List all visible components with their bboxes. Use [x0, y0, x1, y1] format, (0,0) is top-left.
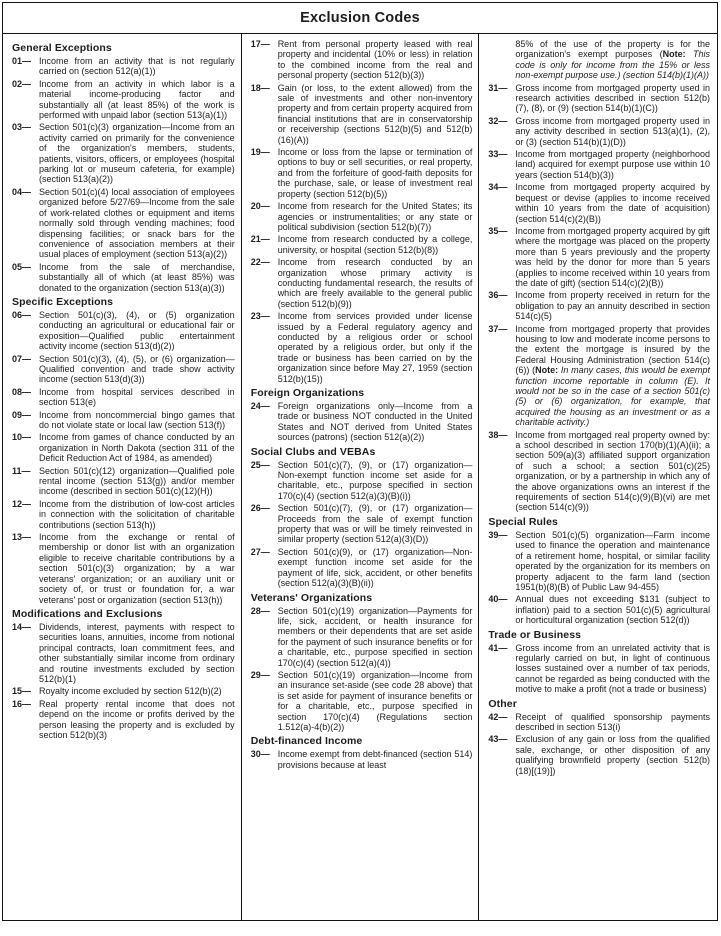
exclusion-item — [251, 547, 473, 589]
exclusion-text: Section 501(c)(3), (4), (5), or (6) organization—Qualified convention and trade show activity income (section 513(d)(3)) — [39, 353, 235, 385]
exclusion-code: 38— — [488, 429, 508, 440]
exclusion-code: 25— — [250, 459, 270, 470]
exclusion-item — [488, 149, 710, 180]
section-heading: Social Clubs and VEBAs — [250, 445, 376, 458]
exclusion-item — [12, 187, 235, 260]
exclusion-text: 85% of the use of the property is for the organization's exempt purposes (Note: This code is only for income from the 15% or less non-exempt purpose use.) (section 514(b)(1)(A)) — [515, 39, 711, 81]
exclusion-item — [12, 310, 235, 352]
exclusion-item-continuation — [488, 39, 710, 81]
section-heading: General Exceptions — [12, 42, 112, 54]
exclusion-text: Income from research conducted by a college, university, or hospital (section 512(b)(8)) — [277, 234, 473, 255]
exclusion-code: 36— — [488, 290, 508, 301]
exclusion-codes-panel — [2, 2, 718, 921]
exclusion-code: 02— — [12, 78, 32, 89]
exclusion-item — [251, 83, 473, 145]
exclusion-code: 12— — [12, 498, 32, 509]
column-1 — [3, 34, 241, 920]
exclusion-code: 35— — [488, 225, 508, 236]
exclusion-text: Real property rental income that does not depend on the income or profits derived by the person leasing the property and is excluded by section 512(b)(3) — [39, 698, 235, 740]
exclusion-code: 19— — [250, 147, 270, 158]
exclusion-item — [488, 530, 710, 592]
exclusion-code: 29— — [250, 669, 270, 680]
section-heading: Trade or Business — [488, 628, 582, 641]
exclusion-text: Income or loss from the lapse or termination of options to buy or sell securities, or real property, and from the forfeiture of good-faith deposits for the purchase, sale, or lease of investment real property (section 512(b)(5)) — [277, 147, 473, 199]
exclusion-code: 14— — [12, 621, 32, 632]
exclusion-item — [251, 606, 473, 668]
exclusion-text: Dividends, interest, payments with respect to securities loans, annuities, income from notional principal contracts, loan commitment fees, and other substantially similar income from ordinary and routine investments excluded by section 512(b)(1) — [39, 621, 235, 684]
exclusion-item — [12, 122, 235, 184]
exclusion-code: 15— — [12, 686, 32, 697]
exclusion-item — [488, 290, 710, 321]
exclusion-item — [488, 182, 710, 224]
exclusion-code: 11— — [12, 465, 31, 476]
exclusion-text: Gross income from an unrelated activity that is regularly carried on but, in light of continuous losses sustained over a number of tax periods, cannot be regarded as being conducted with the motive to make a profit (not a trade or business) — [515, 642, 711, 695]
exclusion-code: 31— — [488, 82, 508, 93]
exclusion-code: 42— — [488, 711, 508, 722]
section-heading: Other — [488, 697, 517, 710]
exclusion-code: 21— — [250, 234, 270, 245]
exclusion-item — [12, 387, 235, 408]
exclusion-text: Royalty income excluded by section 512(b)(2) — [39, 686, 222, 697]
exclusion-text: Income from mortgaged property acquired by bequest or devise (applies to income received within 10 years from the date of acquisition) (section 514(c)(2)(B)) — [515, 182, 711, 224]
exclusion-text: Exclusion of any gain or loss from the qualified sale, exchange, or other disposition of any qualifying brownfield property (section 512(b)(18)[(19)]) — [515, 734, 711, 776]
exclusion-item — [251, 460, 473, 502]
exclusion-text: Receipt of qualified sponsorship payments described in section 513(i) — [515, 711, 711, 732]
exclusion-text: Income from games of chance conducted by an organization in North Dakota (section 311 of the Deficit Reduction Act of 1984, as amended) — [39, 432, 235, 464]
exclusion-item — [12, 410, 235, 431]
exclusion-code: 27— — [250, 546, 270, 557]
exclusion-item — [488, 226, 710, 288]
exclusion-text: Rent from personal property leased with real property and incidental (10% or less) in relation to the combined income from the real and personal property (section 512(b)(3)) — [277, 39, 473, 81]
exclusion-code: 04— — [12, 186, 32, 197]
exclusion-item — [12, 499, 235, 530]
exclusion-text: Section 501(c)(19) organization—Income from an insurance set-aside (see code 28 above) that is set aside for payment of insurance benefits or for a charitable, etc., purpose specified in section 170(c)(4) (Regulations section 1.512(a)-4(b)(2)) — [277, 669, 473, 732]
exclusion-code: 43— — [488, 734, 508, 745]
exclusion-item — [12, 432, 235, 463]
exclusion-text: Income from mortgaged property that provides housing to low and moderate income persons to the extent the mortgage is insured by the Federal Housing Administration (section 514(c)(6)) (Note: In many cases, this would be exempt function income reportable in column (E). It would not be so in the case of a section 501(c)(5) or (6) organization, for example, that acquired the housing as an investment or as a charitable activity.) — [515, 323, 711, 428]
columns-container — [3, 34, 717, 920]
exclusion-item — [12, 466, 235, 497]
exclusion-item — [488, 643, 710, 695]
exclusion-code: 33— — [488, 149, 508, 160]
exclusion-text: Income from the exchange or rental of membership or donor list with an organization eligible to receive charitable contributions by a section 501(c)(3) organization; by a war veterans' organization; or an auxiliary unit or society of, or trust or foundation for, a war veterans' post or organization (section 513(h)) — [39, 532, 235, 605]
exclusion-text: Section 501(c)(3), (4), or (5) organization conducting an agricultural or educational fair or exposition—Qualified public entertainment activity income (section 513(d)(2)) — [39, 309, 235, 352]
page-title: Exclusion Codes — [300, 10, 420, 26]
exclusion-code: 24— — [250, 401, 270, 411]
exclusion-text: Gross income from mortgaged property used in any activity described in section 513(a)(1), (2), or (3) (section 514(b)(1)(D)) — [515, 115, 711, 147]
exclusion-code: 17— — [250, 39, 270, 49]
exclusion-item — [488, 83, 710, 114]
exclusion-text: Income from noncommercial bingo games that do not violate state or local law (section 513(f)) — [39, 409, 235, 430]
exclusion-item — [488, 324, 710, 428]
exclusion-code: 22— — [250, 257, 270, 268]
exclusion-text: Section 501(c)(7), (9), or (17) organization—Non-exempt function income set aside for a charitable, etc., purpose specified in section 170(c)(4) (section 512(a)(3)(B)(i)) — [277, 459, 473, 501]
exclusion-code: 09— — [12, 409, 32, 420]
exclusion-code: 40— — [488, 594, 508, 605]
exclusion-code: 10— — [12, 432, 32, 443]
exclusion-code: 03— — [12, 122, 32, 133]
exclusion-text: Gross income from mortgaged property used in research activities described in section 512(b)(7), (8), or (9) (section 514(b)(1)(C)) — [515, 82, 711, 114]
exclusion-code: 05— — [12, 261, 32, 272]
exclusion-item — [12, 686, 235, 696]
exclusion-text: Income from mortgaged property (neighborhood land) acquired for exempt purpose use within 10 years (section 514(b)(3)) — [515, 149, 711, 180]
title-bar — [3, 3, 717, 34]
exclusion-item — [251, 503, 473, 545]
exclusion-item — [12, 262, 235, 293]
exclusion-text: Section 501(c)(9), or (17) organization—Non-exempt function income set aside for the payment of life, sick, accident, or other benefits (section 512(a)(3)(B)(ii)) — [277, 546, 473, 589]
exclusion-item — [488, 430, 710, 513]
exclusion-item — [12, 354, 235, 385]
exclusion-item — [488, 712, 710, 733]
exclusion-code: 13— — [12, 532, 32, 543]
exclusion-code: 18— — [250, 82, 270, 93]
exclusion-item — [251, 670, 473, 732]
exclusion-code: 30— — [250, 749, 270, 760]
exclusion-code: 06— — [12, 309, 32, 320]
exclusion-item — [251, 39, 473, 81]
exclusion-item — [251, 201, 473, 232]
exclusion-code: 08— — [12, 386, 32, 397]
exclusion-text: Section 501(c)(4) local association of employees organized before 5/27/69—Income from the sale of work-related clothes or equipment and items normally sold through vending machines; food dispensing facilities; or snack bars for the convenience of association members at their usual places of employment (section 513(a)(2)) — [39, 186, 235, 260]
exclusion-item — [251, 234, 473, 255]
exclusion-item — [12, 622, 235, 684]
column-2 — [241, 34, 479, 920]
exclusion-code: 26— — [250, 503, 270, 514]
exclusion-code: 07— — [12, 353, 32, 364]
exclusion-item — [251, 749, 473, 770]
section-heading: Veterans' Organizations — [250, 591, 373, 604]
section-heading: Debt-financed Income — [250, 735, 363, 748]
exclusion-code: 23— — [250, 311, 270, 322]
exclusion-item — [251, 147, 473, 199]
section-heading: Special Rules — [488, 515, 558, 528]
exclusion-text: Income from services provided under license issued by a Federal regulatory agency and conducted by a religious order or school operated by a religious order, but only if the trade or business has been carried on by the organization since before May 27, 1959 (section 512(b)(15)) — [277, 311, 473, 384]
exclusion-text: Foreign organizations only—Income from a trade or business NOT conducted in the United States and NOT derived from United States sources (patrons) (section 512(a)(2)) — [277, 401, 473, 443]
exclusion-item — [12, 56, 235, 77]
section-heading: Foreign Organizations — [250, 387, 365, 399]
exclusion-text: Section 501(c)(5) organization—Farm income used to finance the operation and maintenance of a retirement home, hospital, or similar facility operated by the organization for its members on property adjacent to the farm land (section 1951(b)(8)(B) of Public Law 94-455) — [515, 529, 711, 592]
exclusion-item — [488, 734, 710, 776]
exclusion-code: 34— — [488, 182, 508, 193]
exclusion-code — [488, 39, 515, 81]
exclusion-item — [12, 79, 235, 121]
exclusion-item — [488, 594, 710, 625]
exclusion-text: Income from research for the United States; its agencies or instrumentalities; or any state or political subdivision (section 512(b)(7)) — [277, 201, 473, 232]
exclusion-text: Section 501(c)(12) organization—Qualified pole rental income (section 513(g)) and/or member income (described in section 501(c)(12)(H)) — [39, 465, 235, 497]
exclusion-code: 41— — [488, 642, 508, 653]
exclusion-text: Income from the distribution of low-cost articles in connection with the solicitation of charitable contributions (section 513(h)) — [39, 498, 235, 530]
exclusion-text: Section 501(c)(3) organization—Income from an activity carried on primarily for the convenience of the organization's members, students, patients, visitors, officers, or employees (hospital parking lot or museum cafeteria, for example) (section 513(a)(2)) — [39, 122, 235, 185]
exclusion-text: Income from hospital services described in section 513(e) — [39, 386, 235, 408]
exclusion-text: Income exempt from debt-financed (section 514) provisions because at least — [277, 749, 473, 770]
exclusion-text: Income from property received in return for the obligation to pay an annuity described in section 514(c)(5) — [515, 290, 711, 322]
exclusion-item — [251, 401, 473, 443]
exclusion-item — [251, 311, 473, 384]
exclusion-code: 01— — [12, 56, 32, 66]
exclusion-code: 16— — [12, 698, 32, 709]
section-heading: Specific Exceptions — [12, 295, 114, 308]
exclusion-item — [12, 532, 235, 605]
exclusion-text: Gain (or loss, to the extent allowed) from the sale of investments and other non-inventory property and from certain property acquired from financial institutions that are in conservatorship or receivership (sections 512(b)(5) and 512(b)(16)(A)) — [277, 82, 473, 145]
exclusion-text: Income from mortgaged property acquired by gift where the mortgage was placed on the property more than 5 years previously and the property was held by the donor for more than 5 years (applies to income received within 10 years from the date of gift) (section 514(c)(2)(B)) — [515, 225, 711, 288]
exclusion-item — [12, 699, 235, 741]
section-heading: Modifications and Exclusions — [12, 607, 163, 620]
exclusion-code: 39— — [488, 529, 508, 540]
exclusion-code: 32— — [488, 115, 508, 126]
exclusion-item — [251, 257, 473, 309]
exclusion-code: 28— — [250, 605, 270, 616]
exclusion-text: Annual dues not exceeding $131 (subject to inflation) paid to a section 501(c)(5) agricultural or horticultural organization (section 512(d)) — [515, 594, 711, 626]
exclusion-item — [488, 116, 710, 147]
exclusion-text: Income from research conducted by an organization whose primary activity is conducting fundamental research, the results of which are freely available to the general public (section 512(b)(9)) — [277, 257, 473, 309]
exclusion-text: Income from an activity that is not regularly carried on (section 512(a)(1)) — [39, 56, 235, 77]
exclusion-code: 37— — [488, 323, 508, 334]
exclusion-code: 20— — [250, 201, 270, 212]
exclusion-text: Section 501(c)(19) organization—Payments for life, sick, accident, or health insurance for members or their dependents that are set aside for the payment of such insurance benefits or for a charitable, etc., purpose specified in section 170(c)(4) (section 512(a)(4)) — [277, 605, 473, 668]
column-3 — [478, 34, 716, 920]
exclusion-text: Income from mortgaged real property owned by: a school described in section 170(b)(1)(A)(ii); a section 509(a)(3) affiliated support organization of such a school; a section 501(c)(25) organization, or by a partnership in which any of the above organizations owns an interest if the requirements of section 514(c)(9)(B)(vi) are met (section 514(c)(9)) — [515, 429, 711, 513]
exclusion-text: Income from the sale of merchandise, substantially all of which (at least 85%) was donated to the organization (section 513(a)(3)) — [39, 261, 235, 293]
exclusion-text: Section 501(c)(7), (9), or (17) organization—Proceeds from the sale of exempt function property that was or will be timely reinvested in similar property (section 512(a)(3)(D)) — [277, 503, 473, 545]
exclusion-text: Income from an activity in which labor is a material income-producing factor and substantially all (at least 85%) of the work is performed with unpaid labor (section 513(a)(1)) — [39, 78, 235, 121]
